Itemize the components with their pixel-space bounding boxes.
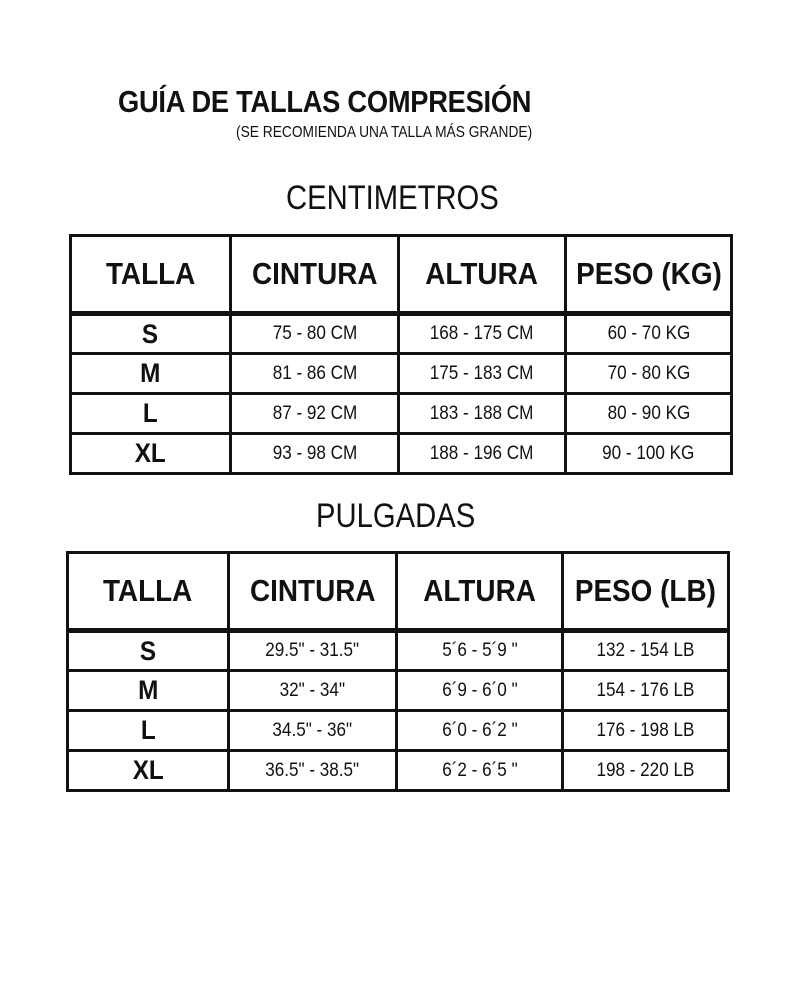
column-header-cintura: CINTURA (231, 236, 399, 314)
table-row (71, 394, 732, 434)
size-table-centimetros (69, 234, 733, 475)
column-header-peso: PESO (KG) (566, 236, 732, 314)
table-row (68, 671, 729, 711)
height-cell: 168 - 175 CM (399, 314, 566, 354)
waist-cell: 87 - 92 CM (231, 394, 399, 434)
weight-cell: 90 - 100 KG (566, 434, 732, 474)
size-cell: M (71, 354, 231, 394)
page-title: GUÍA DE TALLAS COMPRESIÓN (118, 84, 532, 119)
height-cell: 188 - 196 CM (399, 434, 566, 474)
size-cell: M (68, 671, 229, 711)
table-row (71, 314, 732, 354)
page-subtitle: (SE RECOMIENDA UNA TALLA MÁS GRANDE) (236, 124, 533, 141)
weight-cell: 60 - 70 KG (566, 314, 732, 354)
column-header-talla: TALLA (71, 236, 231, 314)
waist-cell: 75 - 80 CM (231, 314, 399, 354)
size-table-pulgadas (66, 551, 730, 792)
column-header-altura: ALTURA (399, 236, 566, 314)
size-cell: S (71, 314, 231, 354)
waist-cell: 34.5" - 36" (229, 711, 397, 751)
weight-cell: 154 - 176 LB (563, 671, 729, 711)
size-cell: L (68, 711, 229, 751)
table-row (68, 631, 729, 671)
size-cell: S (68, 631, 229, 671)
size-cell: L (71, 394, 231, 434)
section-heading-centimetros: CENTIMETROS (286, 179, 499, 217)
waist-cell: 81 - 86 CM (231, 354, 399, 394)
waist-cell: 32" - 34" (229, 671, 397, 711)
waist-cell: 36.5" - 38.5" (229, 751, 397, 791)
waist-cell: 29.5" - 31.5" (229, 631, 397, 671)
size-cell: XL (71, 434, 231, 474)
table-header-row (68, 553, 729, 631)
weight-cell: 80 - 90 KG (566, 394, 732, 434)
weight-cell: 198 - 220 LB (563, 751, 729, 791)
height-cell: 6´2 - 6´5 " (397, 751, 563, 791)
height-cell: 183 - 188 CM (399, 394, 566, 434)
table-row (68, 751, 729, 791)
table-row (71, 354, 732, 394)
height-cell: 5´6 - 5´9 " (397, 631, 563, 671)
column-header-cintura: CINTURA (229, 553, 397, 631)
height-cell: 6´9 - 6´0 " (397, 671, 563, 711)
height-cell: 175 - 183 CM (399, 354, 566, 394)
waist-cell: 93 - 98 CM (231, 434, 399, 474)
weight-cell: 132 - 154 LB (563, 631, 729, 671)
column-header-peso: PESO (LB) (563, 553, 729, 631)
height-cell: 6´0 - 6´2 " (397, 711, 563, 751)
size-cell: XL (68, 751, 229, 791)
weight-cell: 70 - 80 KG (566, 354, 732, 394)
weight-cell: 176 - 198 LB (563, 711, 729, 751)
table-row (71, 434, 732, 474)
column-header-altura: ALTURA (397, 553, 563, 631)
section-heading-pulgadas: PULGADAS (316, 497, 476, 535)
column-header-talla: TALLA (68, 553, 229, 631)
table-row (68, 711, 729, 751)
table-header-row (71, 236, 732, 314)
